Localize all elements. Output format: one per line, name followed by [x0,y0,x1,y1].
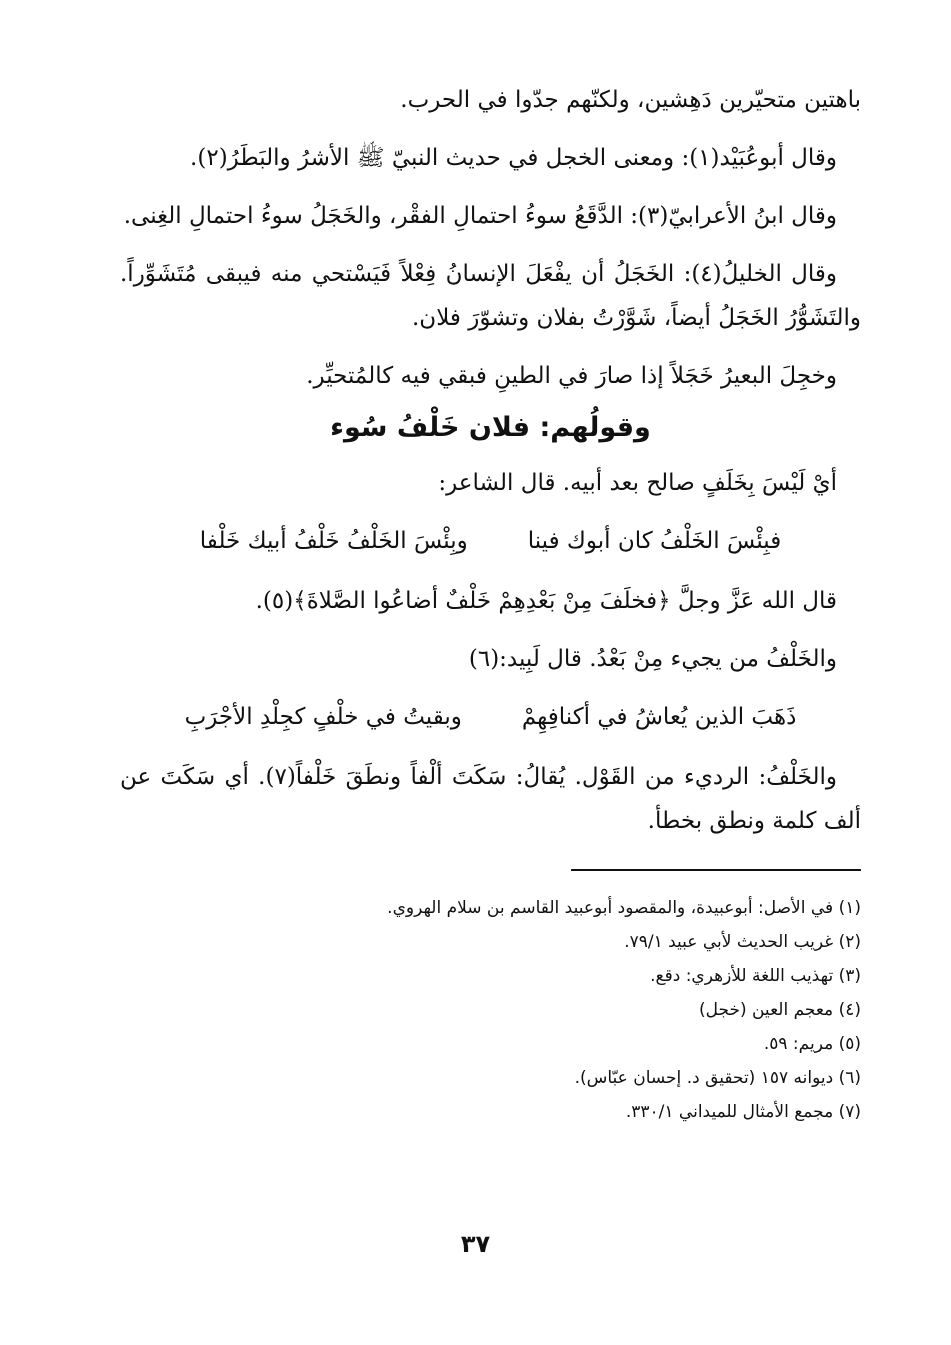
footnote: (٢) غريب الحديث لأبي عبيد ٧٩/١. [624,932,861,952]
footnote: (٤) معجم العين (خجل) [698,1000,861,1020]
paragraph: وقال الخليلُ(٤): الخَجَلُ أن يفْعَلَ الإنسانُ فِعْلاً فَيَسْتحي منه فيبقى مُتَشَوِّراً. والتَشَوُّرُ الخَجَلُ أيضاً، شَوَّرْتُ بفلان وتشوّرَ فلان. [120,261,861,331]
paragraph: أيْ لَيْسَ بِخَلَفٍ صالح بعد أبيه. قال الشاعر: [438,470,837,496]
verse-second-hemistich: وبقيتُ في خلْفٍ كجِلْدِ الأجْرَبِ [184,704,462,730]
poetry-verse [120,519,861,563]
paragraph: وقال ابنُ الأعرابيّ(٣): الدَّقَعُ سوءُ احتمالِ الفقْر، والخَجَلُ سوءُ احتمالِ الغِنى. [123,203,837,229]
footnote: (١) في الأصل: أبوعبيدة، والمقصود أبوعبيد القاسم بن سلام الهروي. [387,898,861,918]
verse-first-hemistich: ذَهَبَ الذين يُعاشُ في أكنافِهِمْ [521,704,797,730]
verse-first-hemistich: فبِئْسَ الخَلْفُ كان أبوك فينا [527,528,782,554]
footnote-divider [571,869,861,871]
paragraph: وخجِلَ البعيرُ خَجَلاً إذا صارَ في الطينِ فبقي فيه كالمُتحيِّر. [306,363,837,389]
page-number: ٣٧ [460,1230,491,1258]
paragraph: والخَلْفُ: الرديء من القَوْل. يُقالُ: سَكَتَ ألْفاً ونطَقَ خَلْفاً(٧). أي سَكَتَ عن ألف كلمة ونطق بخطأ. [120,764,861,834]
paragraph: والخَلْفُ من يجيء مِنْ بَعْدُ. قال لَبِيد:(٦) [468,646,837,672]
footnotes-list [120,891,861,1129]
paragraph: باهتين متحيّرين دَهِشين، ولكنّهم جدّوا في الحرب. [400,87,861,113]
footnote: (٦) ديوانه ١٥٧ (تحقيق د. إحسان عبّاس). [574,1068,861,1088]
page-body [120,78,861,1305]
verse-second-hemistich: وبِئْسَ الخَلْفُ خَلْفُ أبيك خَلْفا [199,528,468,554]
paragraph: قال الله عَزَّ وجلَّ ﴿فخلَفَ مِنْ بَعْدِهِمْ خَلْفٌ أضاعُوا الصَّلاةَ﴾(٥). [255,588,837,614]
footnote: (٣) تهذيب اللغة للأزهري: دقع. [650,966,861,986]
footnote: (٥) مريم: ٥٩. [763,1034,861,1054]
poetry-verse [120,695,861,739]
paragraph: وقال أبوعُبَيْد(١): ومعنى الخجل في حديث النبيّ ﷺ الأشرُ والبَطَرُ(٢). [190,145,837,171]
footnote: (٧) مجمع الأمثال للميداني ٣٣٠/١. [625,1102,861,1122]
section-heading: وقولُهم: فلان خَلْفُ سُوء [330,412,651,443]
